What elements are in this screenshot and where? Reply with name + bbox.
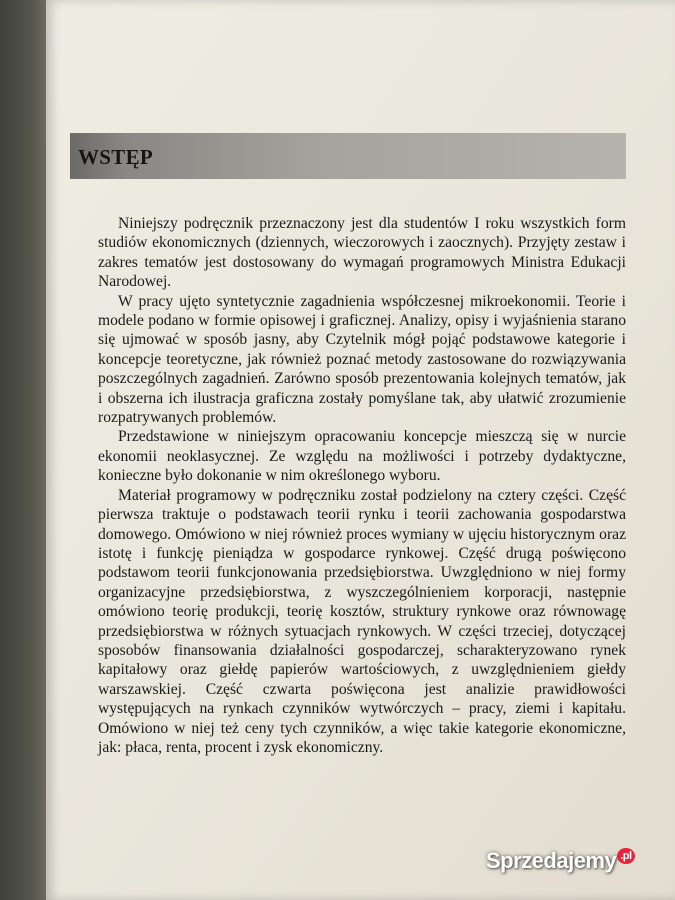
paragraph-4: Materiał programowy w podręczniku został podzielony na cztery części. Część pierwsza traktuje o podstawach teorii rynku i teorii zachowania gospodarstwa domowego. Omówiono w niej również proces wymiany w ujęciu historycznym oraz istotę i funkcję pieniądza w gospodarce rynkowej. Część drugą poświęcono podstawom teorii funkcjonowania przedsiębiorstwa. Uwzględniono w niej formy organizacyjne przedsiębiorstwa, z wyszczególnieniem korporacji, następnie omówiono teorię produkcji, teorię kosztów, struktury rynkowe oraz równowagę przedsiębiorstwa w różnych sytuacjach rynkowych. W części trzeciej, dotyczącej sposobów finansowania działalności gospodarczej, scharakteryzowano rynek kapitałowy oraz giełdę papierów wartościowych, z uwzględnieniem giełdy warszawskiej. Część czwarta poświęcona jest analizie prawidłowości występujących na rynkach czynników wytwórczych – pracy, ziemi i kapitału. Omówiono w niej też ceny tych czynników, a więc takie kategorie ekonomiczne, jak: płaca, renta, procent i zysk ekonomiczny. — [98, 486, 626, 756]
chapter-heading-band — [70, 133, 626, 179]
chapter-title: WSTĘP — [78, 145, 154, 169]
paragraph-3: Przedstawione w niniejszym opracowaniu koncepcje mieszczą się w nurcie ekonomii neoklasycznej. Ze względu na możliwości i potrzeby dydaktyczne, konieczne było dokonanie w nim określonego wyboru. — [98, 428, 626, 485]
watermark-logo — [486, 848, 635, 874]
paragraph-1: Niniejszy podręcznik przeznaczony jest dla studentów I roku wszystkich form studiów ekonomicznych (dziennych, wieczorowych i zaocznych). Przyjęty zestaw i zakres tematów jest dostosowany do wymagań programowych Ministra Edukacji Narodowej. — [98, 215, 626, 291]
body-text — [98, 214, 626, 757]
paragraph-2: W pracy ujęto syntetycznie zagadnienia współczesnej mikroekonomii. Teorie i modele podano w formie opisowej i graficznej. Analizy, opisy i wyjaśnienia starano się ujmować w sposób jasny, aby Czytelnik mógł pojąć podstawowe kategorie i koncepcje teoretyczne, jak również poznać metody zastosowane do rozwiązywania poszczególnych zagadnień. Zarówno sposób prezentowania kolejnych tematów, jak i obszerna ich ilustracja graficzna zostały pomyślane tak, aby ułatwić zrozumienie rozpatrywanych problemów. — [98, 292, 626, 427]
book-spine-shadow — [0, 0, 46, 900]
watermark-brand: Sprzedajemy — [486, 848, 617, 873]
watermark-suffix: .pl — [617, 848, 634, 864]
book-page — [46, 0, 675, 900]
